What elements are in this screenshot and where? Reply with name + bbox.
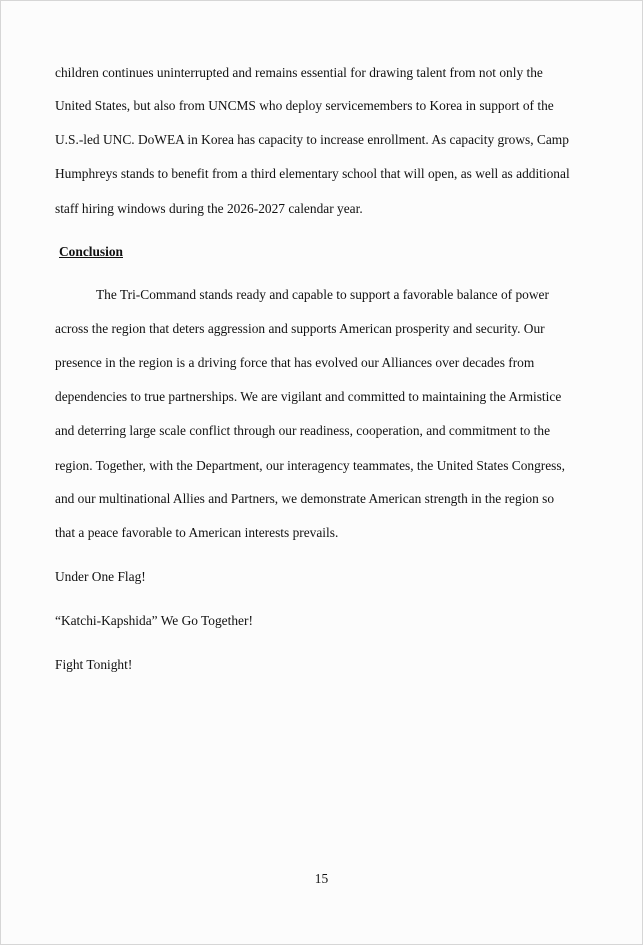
paragraph-line: that a peace favorable to American interests prevails. [55,525,339,540]
paragraph-line: presence in the region is a driving force that has evolved our Alliances over decades from [55,355,535,370]
paragraph-line: The Tri-Command stands ready and capable to support a favorable balance of power [96,287,549,302]
paragraph-line: and deterring large scale conflict through our readiness, cooperation, and commitment to the [55,423,551,438]
paragraph-line: across the region that deters aggression and supports American prosperity and security. Our [55,321,545,336]
closing-line-fight-tonight: Fight Tonight! [55,657,133,672]
paragraph-line: United States, but also from UNCMS who deploy servicemembers to Korea in support of the [55,98,554,113]
paragraph-line: Humphreys stands to benefit from a third elementary school that will open, as well as additional [55,166,570,181]
paragraph-line: and our multinational Allies and Partners, we demonstrate American strength in the region so [55,491,555,506]
closing-line-under-one-flag: Under One Flag! [55,569,146,584]
paragraph-line: children continues uninterrupted and remains essential for drawing talent from not only the [55,65,543,80]
section-heading-conclusion: Conclusion [59,244,123,259]
page-number: 15 [314,871,329,886]
paragraph-line: dependencies to true partnerships. We are vigilant and committed to maintaining the Armistice [55,389,562,404]
closing-line-katchi-kapshida: “Katchi-Kapshida” We Go Together! [55,613,253,628]
paragraph-line: U.S.-led UNC. DoWEA in Korea has capacity to increase enrollment. As capacity grows, Camp [55,132,569,147]
paragraph-line: staff hiring windows during the 2026-2027 calendar year. [55,201,363,216]
paragraph-line: region. Together, with the Department, our interagency teammates, the United States Congress, [55,458,565,473]
